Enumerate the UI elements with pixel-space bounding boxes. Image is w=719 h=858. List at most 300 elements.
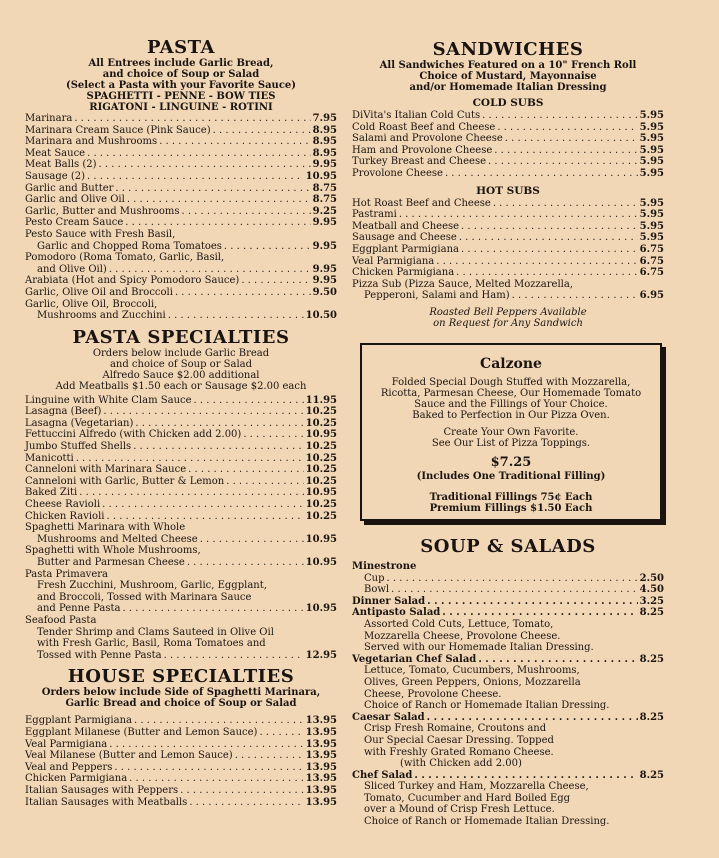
item-price: 5.95	[639, 133, 664, 145]
leader-dots	[512, 290, 638, 302]
menu-item	[352, 758, 664, 770]
leader-dots	[109, 264, 311, 276]
menu-item	[25, 627, 337, 639]
item-name: Sausage (2)	[25, 170, 86, 182]
item-name: with Freshly Grated Romano Cheese.	[364, 746, 554, 758]
item-name: Olives, Green Peppers, Onions, Mozzarella	[364, 676, 581, 688]
item-price: 10.25	[305, 464, 337, 476]
item-name: Lasagna (Beef)	[25, 406, 102, 418]
item-price: 12.95	[305, 649, 337, 661]
leader-dots	[505, 133, 638, 145]
leader-dots	[391, 584, 638, 596]
item-price: 9.50	[312, 286, 337, 298]
item-price: 8.95	[312, 136, 337, 148]
item-name: Spaghetti with Whole Mushrooms,	[25, 545, 201, 557]
item-price: 8.25	[639, 653, 664, 665]
item-name: Ham and Provolone Cheese	[352, 144, 493, 156]
item-name: Lasagna (Vegetarian)	[25, 417, 134, 429]
item-name: Vegetarian Chef Salad	[352, 653, 477, 665]
item-name: Garlic and Chopped Roma Tomatoes	[37, 240, 222, 252]
leader-dots	[235, 750, 304, 762]
leader-dots	[442, 607, 637, 619]
menu-item	[352, 781, 664, 793]
note-line: Baked to Perfection in Our Pizza Oven.	[412, 410, 610, 421]
note-line: Premium Fillings $1.50 Each	[429, 503, 593, 514]
pasta-notes	[25, 58, 337, 113]
item-name: Marinara and Mushrooms	[25, 136, 158, 148]
item-name: DiVita's Italian Cold Cuts	[352, 110, 481, 121]
item-name: Chicken Ravioli	[25, 510, 105, 522]
leader-dots	[123, 603, 304, 615]
item-price: 13.95	[305, 784, 337, 796]
leader-dots	[125, 217, 310, 229]
item-name: Jumbo Stuffed Shells	[25, 441, 132, 453]
item-price: 5.95	[639, 110, 664, 121]
item-name: and Penne Pasta	[37, 603, 121, 615]
note-line: Sauce and the Fillings of Your Choice.	[414, 399, 608, 410]
menu-item	[352, 654, 664, 666]
menu-item	[25, 580, 337, 592]
leader-dots	[200, 534, 304, 546]
menu-item	[25, 797, 337, 809]
menu-item	[25, 183, 337, 195]
item-price: 8.25	[639, 711, 664, 723]
leader-dots	[224, 241, 311, 253]
pasta-specialties-notes	[25, 348, 337, 392]
item-price: 7.95	[312, 113, 337, 124]
left-column	[25, 0, 337, 808]
menu-item	[352, 561, 664, 573]
item-name: Hot Roast Beef and Cheese	[352, 197, 491, 209]
item-name: Bowl	[364, 584, 390, 596]
menu-item	[25, 159, 337, 171]
item-price: 8.75	[312, 194, 337, 206]
cold-subs-items	[352, 110, 664, 180]
calzone-fillings	[362, 492, 660, 514]
menu-item	[25, 429, 337, 441]
sandwiches-notes	[352, 60, 664, 93]
item-name: Mushrooms and Zucchini	[37, 310, 166, 322]
sandwiches-title: SANDWICHES	[432, 39, 584, 60]
menu-item	[25, 241, 337, 253]
menu-item	[352, 256, 664, 268]
leader-dots	[115, 183, 310, 195]
menu-item	[352, 804, 664, 816]
note-line: Choice of Mustard, Mayonnaise	[419, 71, 597, 82]
menu-item	[352, 244, 664, 256]
leader-dots	[129, 773, 304, 785]
item-name: Tender Shrimp and Clams Sauteed in Olive Oil	[37, 626, 274, 638]
leader-dots	[459, 232, 638, 244]
menu-item	[25, 418, 337, 430]
menu-item	[25, 557, 337, 569]
item-name: Baked Ziti	[25, 487, 78, 499]
leader-dots	[134, 715, 304, 727]
pasta-title: PASTA	[146, 37, 216, 58]
house-specialties-items	[25, 715, 337, 808]
item-price: 10.95	[305, 487, 337, 499]
item-name: with Fresh Garlic, Basil, Roma Tomatoes and	[37, 638, 266, 650]
menu-item	[25, 136, 337, 148]
menu-item	[25, 715, 337, 727]
item-price: 11.95	[305, 394, 337, 406]
menu-item	[352, 770, 664, 782]
item-name: Sliced Turkey and Ham, Mozzarella Cheese,	[364, 781, 589, 793]
item-price: 8.95	[312, 147, 337, 159]
leader-dots	[109, 739, 303, 751]
item-name: Mozzarella Cheese, Provolone Cheese.	[364, 630, 561, 642]
leader-dots	[194, 395, 304, 407]
pasta-specialties-title: PASTA SPECIALTIES	[72, 326, 290, 348]
menu-item	[352, 573, 664, 585]
menu-item	[25, 534, 337, 546]
item-price: 10.25	[305, 452, 337, 464]
menu-item	[352, 168, 664, 180]
item-name: Arabiata (Hot and Spicy Pomodoro Sauce)	[25, 275, 240, 287]
item-name: Chicken Parmigiana	[352, 267, 455, 279]
item-name: Canneloni with Marinara Sauce	[25, 464, 187, 476]
item-name: Our Special Caesar Dressing. Topped	[364, 734, 554, 746]
house-specialties-notes	[25, 687, 337, 709]
leader-dots	[127, 194, 311, 206]
menu-item	[25, 739, 337, 751]
item-name: (with Chicken add 2.00)	[400, 758, 522, 770]
leader-dots	[164, 650, 304, 662]
item-price: 6.75	[639, 267, 664, 279]
hot-subs-items	[352, 198, 664, 302]
item-price: 9.95	[312, 275, 337, 287]
item-price: 4.50	[639, 584, 664, 596]
note-line: on Request for Any Sandwich	[433, 317, 583, 329]
item-name: Minestrone	[352, 561, 417, 572]
item-price: 6.75	[639, 243, 664, 255]
item-price: 5.95	[639, 209, 664, 221]
item-price: 10.50	[305, 310, 337, 322]
leader-dots	[87, 148, 311, 160]
leader-dots	[213, 125, 311, 137]
item-name: Pasta Primavera	[25, 568, 108, 580]
item-price: 10.95	[305, 429, 337, 441]
item-price: 10.25	[305, 406, 337, 418]
note-line: All Entrees include Garlic Bread,	[88, 58, 274, 69]
note-line: and choice of Soup or Salad	[102, 69, 260, 80]
item-name: Cup	[364, 572, 385, 584]
cold-subs-title: COLD SUBS	[472, 97, 544, 109]
item-name: Choice of Ranch or Homemade Italian Dressing.	[364, 700, 610, 712]
item-price: 13.95	[305, 796, 337, 808]
item-name: Pizza Sub (Pizza Sauce, Melted Mozzarella,	[352, 278, 573, 290]
item-price: 10.25	[305, 510, 337, 522]
hot-subs-title: HOT SUBS	[476, 184, 540, 197]
item-price: 9.95	[312, 263, 337, 275]
item-price: 8.95	[312, 124, 337, 136]
leader-dots	[74, 113, 310, 125]
item-name: Tomato, Cucumber and Hard Boiled Egg	[364, 792, 571, 804]
item-name: Pesto Cream Sauce	[25, 217, 124, 229]
leader-dots	[114, 762, 303, 774]
leader-dots	[436, 256, 637, 268]
item-name: Marinara	[25, 113, 73, 124]
menu-item	[25, 264, 337, 276]
leader-dots	[135, 418, 303, 430]
menu-item	[25, 453, 337, 465]
calzone-box	[360, 343, 662, 521]
note-line: Roasted Bell Peppers Available	[429, 306, 587, 318]
item-name: Eggplant Milanese (Butter and Lemon Sauce)	[25, 726, 258, 738]
leader-dots	[79, 487, 303, 499]
menu-item	[25, 615, 337, 627]
item-name: Linguine with White Clam Sauce	[25, 394, 192, 406]
menu-item	[25, 487, 337, 499]
note-line: Folded Special Dough Stuffed with Mozzarella,	[391, 377, 631, 388]
item-price: 5.95	[639, 197, 664, 209]
menu-item	[352, 665, 664, 677]
leader-dots	[456, 267, 637, 279]
item-name: Mushrooms and Melted Cheese	[37, 533, 198, 545]
item-price: 13.95	[305, 715, 337, 727]
note-line: SPAGHETTI - PENNE - BOW TIES	[86, 91, 276, 102]
item-name: Italian Sausages with Meatballs	[25, 796, 188, 808]
item-name: Manicotti	[25, 452, 74, 464]
calzone-price: $7.25	[490, 455, 532, 470]
item-price: 10.25	[305, 475, 337, 487]
item-name: Canneloni with Garlic, Butter & Lemon	[25, 475, 225, 487]
calzone-create	[362, 427, 660, 449]
note-line: Orders below include Garlic Bread	[92, 347, 270, 359]
leader-dots	[482, 110, 638, 122]
leader-dots	[99, 159, 311, 171]
item-name: Pepperoni, Salami and Ham)	[364, 290, 510, 302]
item-price: 10.95	[305, 557, 337, 568]
menu-item	[352, 700, 664, 712]
item-price: 5.95	[639, 121, 664, 133]
item-name: over a Mound of Crisp Fresh Lettuce.	[364, 804, 555, 816]
leader-dots	[188, 464, 304, 476]
menu-item	[25, 476, 337, 488]
leader-dots	[387, 573, 638, 585]
note-line: Garlic Bread and choice of Soup or Salad	[65, 698, 297, 710]
item-price: 10.95	[305, 533, 337, 545]
leader-dots	[494, 145, 637, 157]
item-price: 9.95	[312, 159, 337, 171]
item-name: Eggplant Parmigiana	[352, 243, 459, 255]
house-specialties-title: HOUSE SPECIALTIES	[67, 666, 295, 688]
item-name: Antipasto Salad	[352, 607, 441, 619]
menu-item	[25, 511, 337, 523]
item-name: Seafood Pasta	[25, 614, 97, 626]
menu-item	[25, 287, 337, 299]
item-price: 10.25	[305, 441, 337, 453]
calzone-title: Calzone	[480, 356, 542, 372]
leader-dots	[106, 511, 303, 523]
item-name: Crisp Fresh Romaine, Croutons and	[364, 723, 547, 735]
leader-dots	[241, 275, 310, 287]
item-name: Pastrami	[352, 209, 397, 221]
item-name: Garlic, Olive Oil, Broccoli,	[25, 298, 158, 310]
item-price: 13.95	[305, 738, 337, 750]
item-price: 10.25	[305, 499, 337, 511]
item-price: 5.95	[639, 220, 664, 232]
item-name: Butter and Parmesan Cheese	[37, 557, 185, 568]
note-line: and/or Homemade Italian Dressing	[409, 82, 607, 93]
note-line: See Our List of Pizza Toppings.	[431, 438, 591, 449]
item-price: 8.25	[639, 607, 664, 619]
menu-item	[25, 638, 337, 650]
menu-item	[352, 279, 664, 291]
note-line: Add Meatballs $1.50 each or Sausage $2.00 each	[55, 380, 307, 392]
menu-item	[25, 569, 337, 581]
item-price: 13.95	[305, 773, 337, 785]
menu-item	[25, 522, 337, 534]
item-name: Pesto Sauce with Fresh Basil,	[25, 228, 176, 240]
item-name: Veal Parmigiana	[25, 738, 108, 750]
menu-item	[352, 712, 664, 724]
note-line: All Sandwiches Featured on a 10" French Roll	[379, 60, 637, 71]
menu-item	[25, 750, 337, 762]
leader-dots	[488, 156, 638, 168]
menu-item	[352, 110, 664, 122]
menu-item	[352, 133, 664, 145]
calzone-description	[362, 377, 660, 421]
menu-item	[352, 619, 664, 631]
item-name: Veal Milanese (Butter and Lemon Sauce)	[25, 750, 233, 762]
menu-item	[25, 229, 337, 241]
menu-item	[25, 785, 337, 797]
menu-item	[352, 607, 664, 619]
item-name: Garlic, Olive Oil and Broccoli	[25, 286, 173, 298]
menu-item	[25, 650, 337, 662]
menu-item	[352, 267, 664, 279]
item-price: 10.25	[305, 417, 337, 429]
menu-item	[25, 113, 337, 125]
menu-item	[25, 299, 337, 311]
menu-item	[352, 596, 664, 608]
item-name: Choice of Ranch or Homemade Italian Dressing.	[364, 816, 610, 828]
item-name: Eggplant Parmigiana	[25, 715, 132, 727]
leader-dots	[133, 441, 303, 453]
menu-item	[25, 727, 337, 739]
note-line: Ricotta, Parmesan Cheese, Our Homemade Tomato	[380, 388, 642, 399]
item-name: Turkey Breast and Cheese	[352, 156, 486, 168]
leader-dots	[76, 453, 304, 465]
menu-item	[352, 122, 664, 134]
leader-dots	[243, 429, 303, 441]
item-name: Garlic, Butter and Mushrooms	[25, 205, 180, 217]
leader-dots	[497, 122, 637, 134]
leader-dots	[399, 209, 638, 221]
item-name: Lettuce, Tomato, Cucumbers, Mushrooms,	[364, 665, 580, 677]
item-name: Cheese, Provolone Cheese.	[364, 688, 502, 700]
item-price: 5.95	[639, 144, 664, 156]
item-price: 6.95	[639, 290, 664, 302]
leader-dots	[102, 499, 304, 511]
item-price: 3.25	[639, 595, 664, 607]
leader-dots	[168, 310, 304, 322]
item-price: 10.95	[305, 603, 337, 615]
item-name: Cheese Ravioli	[25, 499, 101, 511]
item-name: Meat Balls (2)	[25, 159, 97, 171]
note-line: and choice of Soup or Salad	[109, 358, 253, 370]
leader-dots	[427, 596, 638, 608]
item-name: Fresh Zucchini, Mushroom, Garlic, Eggplant,	[37, 580, 267, 592]
menu-item	[352, 156, 664, 168]
calzone-price-note: (Includes One Traditional Filling)	[416, 471, 606, 482]
menu-item	[352, 689, 664, 701]
item-price: 10.95	[305, 170, 337, 182]
menu-item	[25, 603, 337, 615]
menu-item	[352, 735, 664, 747]
menu-item	[25, 441, 337, 453]
leader-dots	[87, 171, 304, 183]
leader-dots	[159, 136, 310, 148]
leader-dots	[478, 654, 637, 666]
menu-item	[352, 584, 664, 596]
leader-dots	[445, 168, 638, 180]
item-price: 6.75	[639, 255, 664, 267]
menu-item	[352, 793, 664, 805]
menu-item	[25, 148, 337, 160]
menu-item	[25, 310, 337, 322]
soup-items	[352, 561, 664, 828]
menu-item	[352, 198, 664, 210]
item-name: Chef Salad	[352, 769, 413, 781]
menu-item	[25, 592, 337, 604]
menu-item	[25, 545, 337, 557]
menu-item	[25, 773, 337, 785]
item-name: Dinner Salad	[352, 595, 426, 607]
item-name: Cold Roast Beef and Cheese	[352, 121, 496, 133]
item-name: Veal and Peppers	[25, 761, 113, 773]
menu-item	[352, 209, 664, 221]
item-price: 13.95	[305, 726, 337, 738]
sandwiches-footer	[352, 307, 664, 329]
item-name: Pomodoro (Roma Tomato, Garlic, Basil,	[25, 252, 225, 264]
menu-item	[25, 395, 337, 407]
item-name: Caesar Salad	[352, 711, 425, 723]
item-price: 9.95	[312, 217, 337, 229]
item-price: 5.95	[639, 167, 664, 179]
item-price: 8.75	[312, 182, 337, 194]
item-name: Assorted Cold Cuts, Lettuce, Tomato,	[364, 618, 554, 630]
item-price: 2.50	[639, 572, 664, 584]
note-line: (Select a Pasta with your Favorite Sauce)	[65, 80, 297, 91]
item-name: Italian Sausages with Peppers	[25, 784, 179, 796]
menu-item	[352, 631, 664, 643]
item-name: Veal Parmigiana	[352, 255, 435, 267]
item-price: 13.95	[305, 750, 337, 762]
item-price: 13.95	[305, 761, 337, 773]
leader-dots	[226, 476, 303, 488]
note-line: Alfredo Sauce $2.00 additional	[102, 369, 260, 381]
leader-dots	[181, 206, 310, 218]
leader-dots	[414, 770, 637, 782]
item-name: and Broccoli, Tossed with Marinara Sauce	[37, 591, 252, 603]
item-name: Garlic and Olive Oil	[25, 194, 125, 206]
item-name: Meat Sauce	[25, 147, 86, 159]
leader-dots	[427, 712, 638, 724]
menu-item	[352, 290, 664, 302]
menu-item	[352, 747, 664, 759]
item-name: Garlic and Butter	[25, 182, 114, 194]
menu-item	[352, 677, 664, 689]
leader-dots	[493, 198, 638, 210]
leader-dots	[461, 244, 638, 256]
menu-item	[25, 171, 337, 183]
item-price: 5.95	[639, 232, 664, 244]
note-line: Orders below include Side of Spaghetti Marinara,	[41, 687, 321, 699]
menu-item	[25, 252, 337, 264]
menu-item	[25, 206, 337, 218]
